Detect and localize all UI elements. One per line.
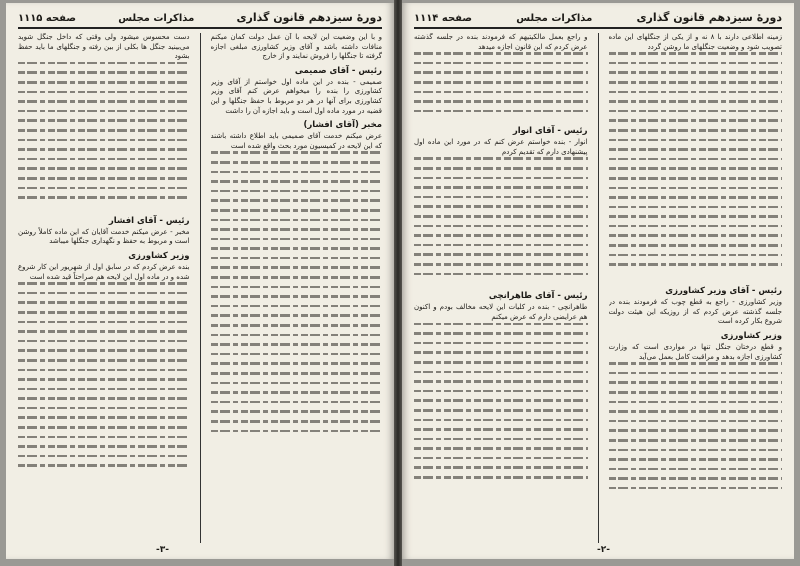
body-text-lines	[18, 282, 190, 482]
speaker-text: بنده عرض کردم که در سابق اول از شهریور این کار شروع شده و در ماده اول این لایحه هم صراحتاً قید شده است	[18, 262, 190, 281]
right-page-section: مذاکرات مجلس	[516, 13, 593, 24]
text-line-block	[609, 362, 783, 502]
text-line-block	[18, 62, 190, 212]
text-line-block	[211, 151, 383, 451]
right-page-left-column	[414, 33, 588, 543]
right-page-title: دورهٔ سیزدهم قانون گذاری	[636, 11, 782, 24]
speaker-text: و قطع درختان جنگل تنها در مواردی است که وزارت کشاورزی اجازه بدهد و مراقبت کامل بعمل می‌آید	[608, 342, 782, 361]
speaker-text: طاهرانچی - بنده در کلیات این لایحه مخالف بودم و اکنون هم عرایضی دارم که عرض میکنم	[414, 303, 588, 321]
right-page-number-label: صفحه ۱۱۱۴	[414, 13, 473, 24]
right-page-right-column	[609, 33, 783, 543]
column-rule	[200, 33, 201, 543]
speaker-heading: رئیس - آقای افشار	[108, 215, 190, 226]
right-page-folio: -۲-	[597, 545, 610, 555]
speaker-heading: رئیس - آقای صمیمی	[294, 65, 382, 76]
text-line-block	[609, 52, 783, 282]
speaker-heading: وزیر کشاورزی	[128, 250, 190, 261]
speaker-heading: رئیس - آقای طاهرانچی	[488, 291, 588, 302]
left-page	[6, 3, 394, 559]
text-line-block	[414, 52, 588, 122]
speaker-heading: مخبر (آقای افشار)	[303, 120, 382, 131]
body-text-lines	[414, 52, 588, 122]
speaker-heading: رئیس - آقای انوار	[512, 126, 588, 137]
right-page-columns	[414, 33, 782, 543]
left-page-running-head	[18, 11, 382, 29]
column-intro-text: و راجع بعمل مالکیتیهم که فرمودند بنده در جلسه گذشته عرض کردم که این قانون اجازه میدهد	[414, 33, 588, 51]
left-page-left-column	[18, 33, 190, 543]
text-line-block	[18, 282, 190, 482]
body-text-lines	[414, 157, 588, 287]
speaker-text: وزیر کشاورزی - راجع به قطع چوب که فرمودند بنده در جلسه گذشته عرض کردم که از روزیکه این هیئت دولت شروع بکار کرده است	[608, 298, 782, 326]
column-intro-text: زمینه اطلاعی دارند با ۸ نه و از یکی از جنگلهای این ماده تصویب شود و وضعیت جنگلهای ما روشن گردد	[608, 33, 782, 51]
left-page-number-label: صفحه ۱۱۱۵	[18, 13, 77, 24]
body-text-lines	[609, 362, 783, 502]
speaker-heading: رئیس - آقای وزیر کشاورزی	[665, 286, 782, 297]
right-page-running-head	[414, 11, 782, 29]
body-text-lines	[414, 323, 588, 493]
text-line-block	[414, 157, 588, 287]
speaker-text: صمیمی - بنده در این ماده اول خواستم از آقای وزیر کشاورزی را بنده را میخواهم عرض کنم آقای وزیر کشاورزی برای آنها در هر دو مربوط با حفظ جنگلها و این قضیه در مورد ماده اول است و باید اجازه آن را داشت	[210, 77, 382, 115]
speaker-heading: وزیر کشاورزی	[720, 330, 782, 341]
body-text-lines	[18, 62, 190, 212]
text-line-block	[414, 323, 588, 493]
column-rule	[598, 33, 599, 543]
left-page-section: مذاکرات مجلس	[118, 13, 195, 24]
right-page	[402, 3, 794, 559]
body-text-lines	[211, 151, 383, 451]
speaker-text: عرض میکنم خدمت آقای صمیمی باید اطلاع داشته باشند که این لایحه در کمیسیون مورد بحث واقع شده است	[210, 132, 382, 150]
speaker-text: مخبر - عرض میکنم خدمت آقایان که این ماده کاملاً روشن است و مربوط به حفظ و نگهداری جنگلها میباشد	[18, 227, 190, 246]
body-text-lines	[609, 52, 783, 282]
speaker-text: انوار - بنده خواستم عرض کنم که در مورد این ماده اول پیشنهادی دارم که تقدیم کردم	[414, 138, 588, 156]
left-page-folio: -۳-	[156, 545, 169, 555]
left-page-title: دورهٔ سیزدهم قانون گذاری	[236, 11, 382, 24]
book-spine	[394, 0, 402, 566]
column-intro-text: دست محسوس میشود ولی وقتی که داخل جنگل شوید می‌بینید جنگل ها بکلی از بین رفته و جنگلهای ما باید حفظ بشود	[18, 33, 190, 61]
column-intro-text: و با این وضعیت این لایحه با آن عمل دولت کمان میکنم منافات داشته باشد و آقای وزیر کشاورزی مبلغی اجازه گرفته تا جنگلها را فروش نمایند و از خارج	[210, 33, 382, 61]
left-page-columns	[18, 33, 382, 543]
left-page-right-column	[211, 33, 383, 543]
